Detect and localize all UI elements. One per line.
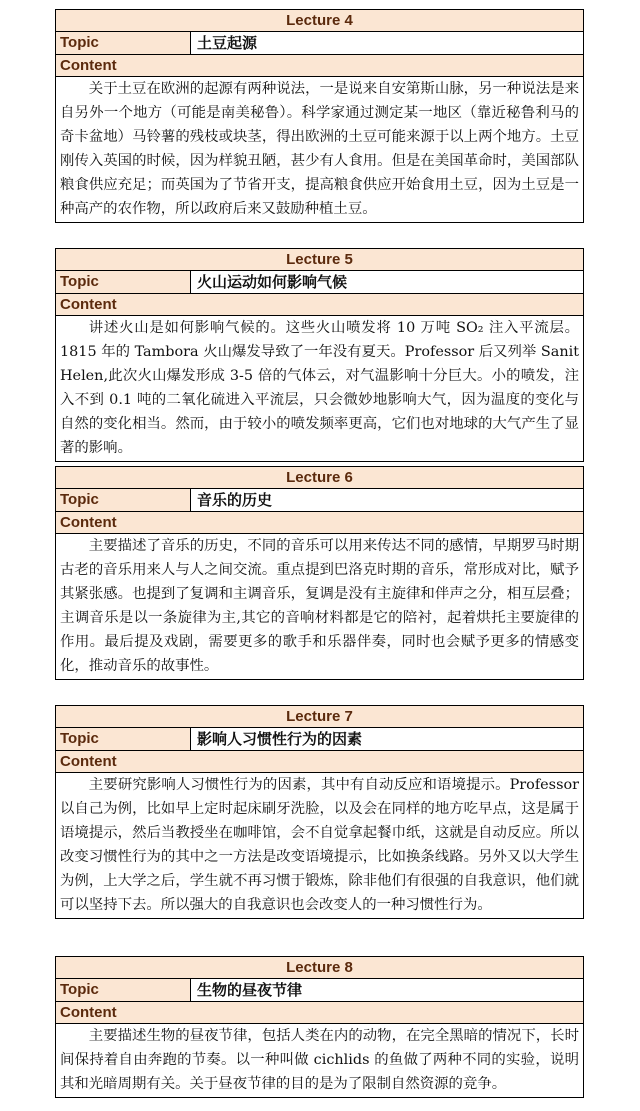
topic-label: Topic — [56, 32, 191, 54]
lecture-title: Lecture 4 — [56, 10, 583, 32]
lecture-card — [55, 248, 584, 462]
lecture-title: Lecture 7 — [56, 706, 583, 728]
content-text: 讲述火山是如何影响气候的。这些火山喷发将 10 万吨 SO₂ 注入平流层。1815 年的 Tambora 火山爆发导致了一年没有夏天。Professor 后又列举 Sanit Helen,此次火山爆发形成 3-5 倍的气体云，对气温影响十分巨大。小的喷发，注入不到 0.1 吨的二氧化硫进入平流层，只会微妙地影响大气，因为温度的变化与自然的变化相当。然而，由于较小的喷发频率更高，它们也对地球的大气产生了显著的影响。 — [60, 320, 579, 456]
content-label: Content — [56, 751, 583, 773]
lecture-title: Lecture 6 — [56, 467, 583, 489]
lecture-title: Lecture 8 — [56, 957, 583, 979]
topic-value: 火山运动如何影响气候 — [197, 273, 348, 291]
topic-row — [56, 489, 583, 512]
topic-value: 音乐的历史 — [197, 491, 273, 509]
lecture-card — [55, 466, 584, 680]
topic-row — [56, 271, 583, 294]
lecture-card — [55, 956, 584, 1098]
content-label: Content — [56, 55, 583, 77]
topic-label: Topic — [56, 979, 191, 1001]
topic-label: Topic — [56, 728, 191, 750]
lecture-card — [55, 705, 584, 919]
lecture-card — [55, 9, 584, 223]
content-text: 主要描述了音乐的历史，不同的音乐可以用来传达不同的感情，早期罗马时期古老的音乐用来人与人之间交流。重点提到巴洛克时期的音乐，常形成对比，赋予其紧张感。也提到了复调和主调音乐，复调是没有主旋律和伴声之分，相互层叠；主调音乐是以一条旋律为主,其它的音响材料都是它的陪衬，起着烘托主要旋律的作用。最后提及戏剧，需要更多的歌手和乐器伴奏，同时也会赋予更多的情感变化，推动音乐的故事性。 — [60, 538, 579, 674]
content-text: 主要描述生物的昼夜节律，包括人类在内的动物，在完全黑暗的情况下，长时间保持着自由奔跑的节奏。以一种叫做 cichlids 的鱼做了两种不同的实验，说明其和光暗周期有关。关于昼夜节律的目的是为了限制自然资源的竞争。 — [60, 1028, 579, 1092]
topic-label: Topic — [56, 489, 191, 511]
topic-row — [56, 979, 583, 1002]
content-label: Content — [56, 512, 583, 534]
content-label: Content — [56, 294, 583, 316]
topic-row — [56, 728, 583, 751]
topic-value: 生物的昼夜节律 — [197, 981, 303, 999]
topic-value: 影响人习惯性行为的因素 — [197, 730, 363, 748]
topic-row — [56, 32, 583, 55]
topic-value: 土豆起源 — [197, 34, 258, 52]
topic-label: Topic — [56, 271, 191, 293]
content-text: 主要研究影响人习惯性行为的因素，其中有自动反应和语境提示。Professor 以自己为例，比如早上定时起床刷牙洗脸，以及会在同样的地方吃早点，这是属于语境提示，然后当教授坐在咖啡馆，会不自觉拿起餐巾纸，这就是自动反应。所以改变习惯性行为的其中之一方法是改变语境提示，比如换条线路。另外又以大学生为例，上大学之后，学生就不再习惯于锻炼，除非他们有很强的自我意识，他们就可以坚持下去。所以强大的自我意识也会改变人的一种习惯性行为。 — [60, 777, 579, 913]
lecture-title: Lecture 5 — [56, 249, 583, 271]
content-text: 关于土豆在欧洲的起源有两种说法，一是说来自安第斯山脉，另一种说法是来自另外一个地方（可能是南美秘鲁）。科学家通过测定某一地区（靠近秘鲁利马的奇卡盆地）马铃薯的残枝或块茎，得出欧洲的土豆可能来源于以上两个地方。土豆刚传入英国的时候，因为样貌丑陋，甚少有人食用。但是在美国革命时，美国部队粮食供应充足；而英国为了节省开支，提高粮食供应开始食用土豆，因为土豆是一种高产的农作物，所以政府后来又鼓励种植土豆。 — [60, 81, 579, 217]
content-label: Content — [56, 1002, 583, 1024]
